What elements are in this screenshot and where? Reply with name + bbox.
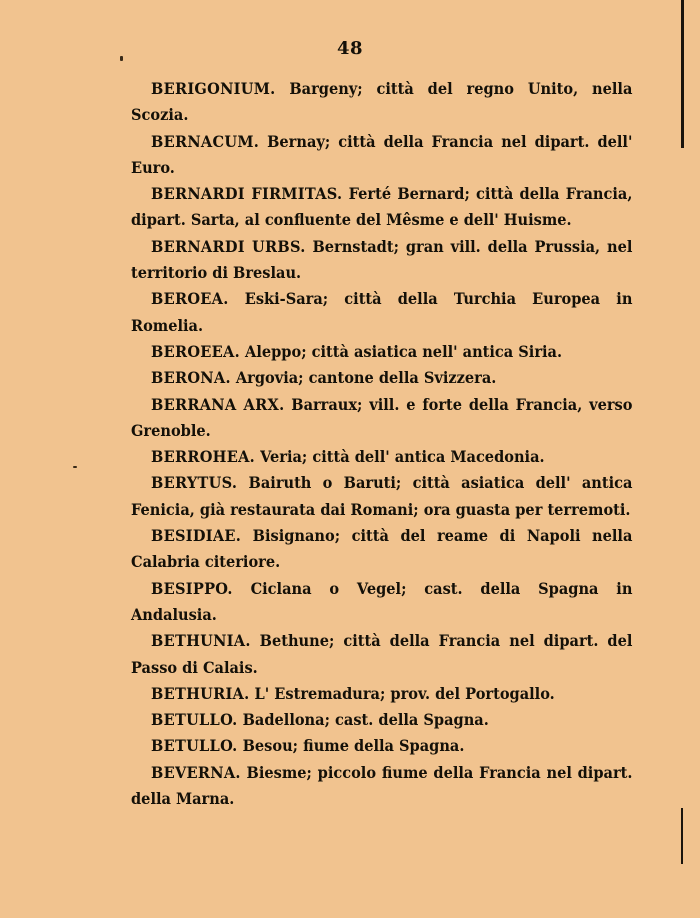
dictionary-entry — [131, 234, 632, 287]
entry-headword: BETULLO. — [151, 710, 238, 730]
entry-headword: BESIPPO. — [151, 578, 233, 598]
dictionary-entry — [131, 392, 632, 445]
dictionary-entry — [131, 576, 632, 629]
dictionary-entry — [131, 444, 632, 470]
entry-headword: BERNACUM. — [151, 131, 260, 151]
entry-definition: Aleppo; città asiatica nell' antica Siria. — [245, 341, 563, 361]
dictionary-entries — [131, 76, 632, 812]
dictionary-entry — [131, 681, 632, 707]
entry-headword: BEROEEA. — [151, 341, 240, 361]
entry-headword: BERNARDI FIRMITAS. — [151, 184, 343, 204]
entry-headword: BETULLO. — [151, 736, 238, 756]
page-number: 48 — [336, 38, 364, 59]
entry-definition: Ciclana o Vegel; cast. della Spagna in Andalusia. — [131, 578, 633, 624]
entry-definition: Ferté Bernard; città della Francia, dipart. Sarta, al confluente del Mêsme e dell' Huisme. — [131, 184, 633, 230]
entry-headword: BEROEA. — [151, 289, 229, 309]
entry-definition: Eski-Sara; città della Turchia Europea in Romelia. — [131, 289, 633, 335]
dictionary-entry — [131, 286, 632, 339]
entry-definition: Veria; città dell' antica Macedonia. — [260, 447, 545, 467]
entry-definition: Bernay; città della Francia nel dipart. dell' Euro. — [131, 131, 633, 177]
entry-definition: Bairuth o Baruti; città asiatica dell' antica Fenicia, già restaurata dai Romani; ora guasta per terremoti. — [131, 473, 633, 519]
entry-headword: BERNARDI URBS. — [151, 236, 306, 256]
ink-speck — [73, 466, 77, 468]
entry-headword: BERONA. — [151, 368, 231, 388]
entry-headword: BERROHEA. — [151, 447, 255, 467]
dictionary-entry — [131, 470, 632, 523]
entry-definition: Badellona; cast. della Spagna. — [242, 710, 489, 730]
entry-definition: Besou; fiume della Spagna. — [242, 736, 465, 756]
entry-definition: Bargeny; città del regno Unito, nella Scozia. — [131, 79, 633, 125]
dictionary-entry — [131, 707, 632, 733]
page-edge-line — [681, 0, 684, 148]
dictionary-entry — [131, 523, 632, 576]
entry-definition: Bisignano; città del reame di Napoli nella Calabria citeriore. — [131, 526, 633, 572]
dictionary-entry — [131, 181, 632, 234]
entry-headword: BERIGONIUM. — [151, 79, 276, 98]
page-edge-line — [681, 808, 683, 864]
entry-headword: BETHURIA. — [151, 683, 250, 703]
dictionary-entry — [131, 628, 632, 681]
entry-definition: Bernstadt; gran vill. della Prussia, nel territorio di Breslau. — [131, 236, 633, 283]
dictionary-entry — [131, 733, 632, 759]
entry-definition: L' Estremadura; prov. del Portogallo. — [254, 683, 555, 703]
entry-headword: BESIDIAE. — [151, 526, 242, 546]
dictionary-entry — [131, 339, 632, 365]
dictionary-entry — [131, 365, 632, 391]
entry-definition: Biesme; piccolo fiume della Francia nel dipart. della Marna. — [131, 762, 633, 809]
entry-definition: Argovia; cantone della Svizzera. — [235, 368, 497, 388]
entry-headword: BEVERNA. — [151, 762, 241, 782]
dictionary-entry — [131, 76, 632, 129]
entry-headword: BERRANA ARX. — [151, 394, 285, 414]
dictionary-entry — [131, 760, 632, 813]
dictionary-entry — [131, 129, 632, 182]
entry-headword: BETHUNIA. — [151, 631, 251, 651]
entry-definition: Barraux; vill. e forte della Francia, verso Grenoble. — [131, 394, 633, 440]
entry-definition: Bethune; città della Francia nel dipart. del Passo di Calais. — [131, 631, 633, 677]
entry-headword: BERYTUS. — [151, 473, 238, 493]
